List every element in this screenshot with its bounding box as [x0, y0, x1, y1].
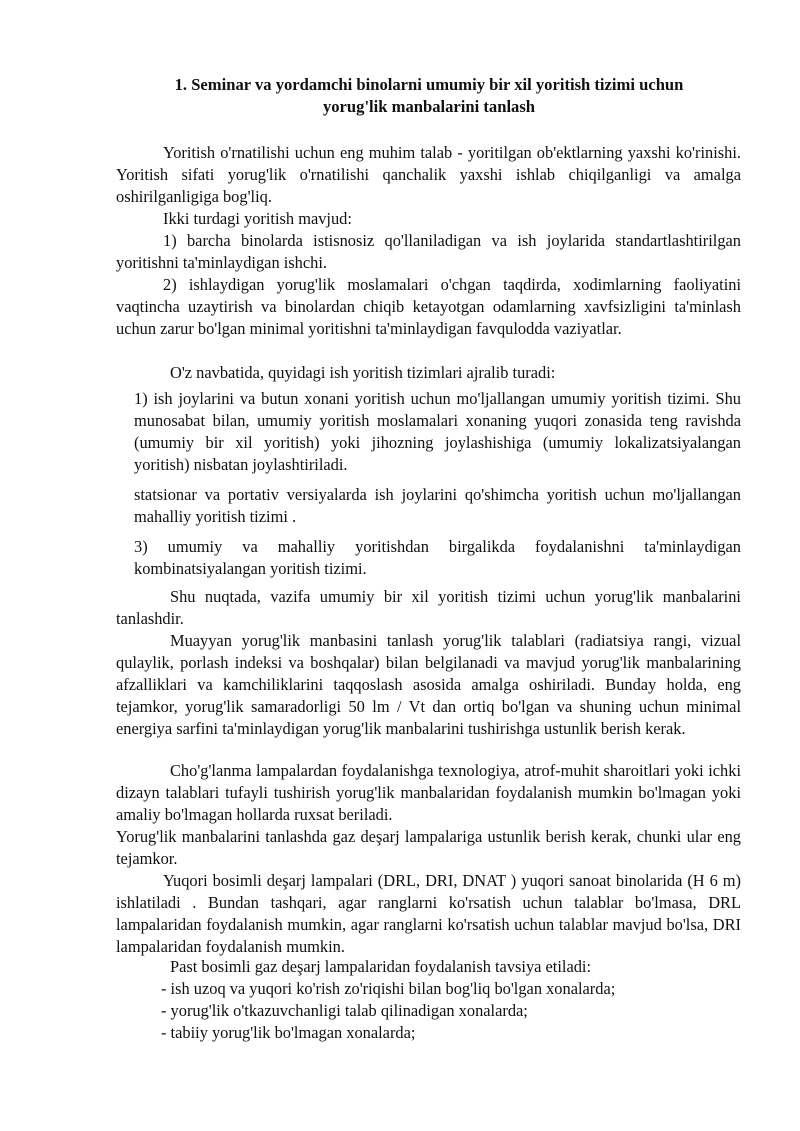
list-item-local-lighting: statsionar va portativ versiyalarda ish joylarini qo'shimcha yoritish uchun mo'ljallangan mahalliy yoritish tizimi . — [134, 485, 741, 526]
paragraph-type-emergency: 2) ishlaydigan yorug'lik moslamalari o'chgan taqdirda, xodimlarning faoliyatini vaqtincha uzaytirish va binolardan chiqib ketayotgan odamlarning xavfsizligini ta'minlash uchun zarur bo'lgan minimal yoritishni ta'minlaydigan favqulodda vaziyatlar. — [116, 275, 741, 338]
section-title-line-2: yorug'lik manbalarini tanlash — [322, 97, 536, 116]
paragraph-source-selection: Muayyan yorug'lik manbasini tanlash yorug'lik talablari (radiatsiya rangi, vizual qulaylik, porlash indeksi va boshqalar) bilan belgilanadi va mavjud yorug'lik manbalarining afzalliklari va kamchiliklarini taqqoslash asosida amalga oshiriladi. Bunday holda, eng tejamkor, yorug'lik samaradorligi 50 lm / Vt dan ortiq bo'lgan va shuning uchun minimal energiya sarfini ta'minlaydigan yorug'lik manbalarini tushirishga ustunlik berish kerak. — [116, 631, 741, 738]
paragraph-high-pressure: Yuqori bosimli deşarj lampalari (DRL, DRI, DNAT ) yuqori sanoat binolarida (H 6 m) ishlatiladi . Bundan tashqari, agar ranglarni ko'rsatish uchun talablar bo'lmasa, DRL lampalaridan foydalanish mumkin, agar ranglarni ko'rsatish uchun talablar mavjud bo'lsa, DRI lampalaridan foydalanish mumkin. — [116, 871, 741, 956]
paragraph-type-working: 1) barcha binolarda istisnosiz qo'llaniladigan va ish joylarida standartlashtirilgan yoritishni ta'minlaydigan ishchi. — [116, 231, 741, 272]
section-title-line-1: 1. Seminar va yordamchi binolarni umumiy bir xil yoritish tizimi uchun — [174, 75, 684, 94]
paragraph-incandescent: Cho'g'lanma lampalardan foydalanishga texnologiya, atrof-muhit sharoitlari yoki ichki dizayn talablari tufayli tushirish yorug'lik manbalaridan foydalanish mumkin bo'lmagan yoki amaliy bo'lmagan hollarda ruxsat beriladi. — [116, 761, 741, 824]
paragraph-discharge-preference: Yorug'lik manbalarini tanlashda gaz deşarj lampalariga ustunlik berish kerak, chunki ular eng tejamkor. — [116, 827, 741, 868]
list-item-dash: - ish uzoq va yuqori ko'rish zo'riqishi bilan bog'liq bo'lgan xonalarda; — [161, 979, 616, 998]
list-item-general-lighting: 1) ish joylarini va butun xonani yoritish uchun mo'ljallangan umumiy yoritish tizimi. Shu munosabat bilan, umumiy yoritish moslamalari xonaning yuqori zonasida teng ravishda (umumiy bir xil yoritish) yoki jihozning joylashishiga (umumiy lokalizatsiyalangan yoritish) nisbatan joylashtiriladi. — [134, 389, 741, 474]
paragraph-lighting-requirement: Yoritish o'rnatilishi uchun eng muhim talab - yoritilgan ob'ektlarning yaxshi ko'rinishi. Yoritish sifati yorug'lik o'rnatilishi qanchalik yaxshi ishlab chiqilganligi va amalga oshirilganligiga bog'liq. — [116, 143, 741, 206]
section-title — [115, 74, 743, 118]
paragraph-systems-intro: O'z navbatida, quyidagi ish yoritish tizimlari ajralib turadi: — [170, 363, 556, 382]
list-item-dash: - yorug'lik o'tkazuvchanligi talab qilinadigan xonalarda; — [161, 1001, 528, 1020]
paragraph-low-pressure: Past bosimli gaz deşarj lampalaridan foydalanish tavsiya etiladi: — [170, 957, 592, 976]
paragraph-two-types: Ikki turdagi yoritish mavjud: — [163, 209, 352, 228]
paragraph-task: Shu nuqtada, vazifa umumiy bir xil yoritish tizimi uchun yorug'lik manbalarini tanlashdir. — [116, 587, 741, 628]
list-item-combined-lighting: 3) umumiy va mahalliy yoritishdan birgalikda foydalanishni ta'minlaydigan kombinatsiyalangan yoritish tizimi. — [134, 537, 741, 578]
list-item-dash: - tabiiy yorug'lik bo'lmagan xonalarda; — [161, 1023, 416, 1042]
